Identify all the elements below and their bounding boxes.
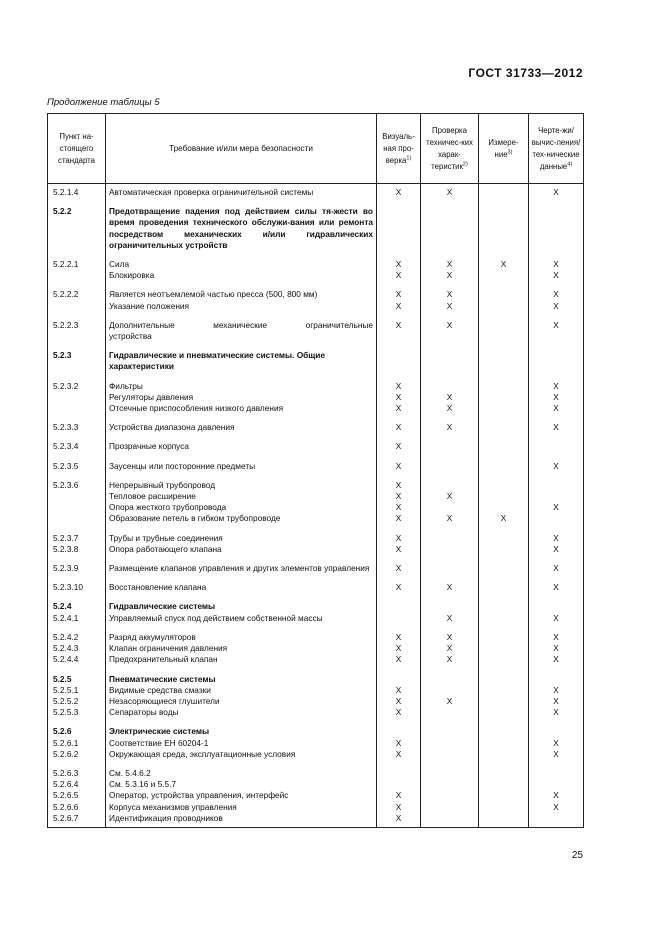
requirement-cell: Гидравлические и пневматические системы. Общие характеристики [106,342,377,372]
drawings-mark: X [529,251,584,270]
technical-check-mark: X [421,281,479,300]
requirement-cell: Указание положения [106,301,377,312]
technical-check-mark: X [421,696,479,707]
header-requirement: Требование и/или мера безопасности [106,114,377,184]
table-row [48,491,584,502]
table-row [48,666,584,685]
table-row [48,301,584,312]
visual-check-mark: X [377,301,421,312]
drawings-mark [529,666,584,685]
clause-cell: 5.2.3.10 [48,574,106,593]
drawings-mark: X [529,685,584,696]
drawings-mark: X [529,502,584,513]
technical-check-mark: X [421,403,479,414]
clause-cell: 5.2.3.6 [48,472,106,491]
table-header-row [48,114,584,184]
drawings-mark: X [529,749,584,760]
visual-check-mark: X [377,813,421,828]
measurement-mark [479,301,529,312]
drawings-mark [529,472,584,491]
clause-cell: 5.2.5.2 [48,696,106,707]
visual-check-mark [377,613,421,624]
measurement-mark [479,613,529,624]
drawings-mark: X [529,707,584,718]
clause-cell: 5.2.3.2 [48,373,106,392]
requirement-cell: Соответствие ЕН 60204-1 [106,738,377,749]
clause-cell: 5.2.6.1 [48,738,106,749]
clause-cell: 5.2.4.1 [48,613,106,624]
clause-cell: 5.2.3.8 [48,544,106,555]
requirement-cell: Гидравлические системы [106,593,377,612]
requirement-cell: Видимые средства смазки [106,685,377,696]
technical-check-mark [421,502,479,513]
technical-check-mark [421,593,479,612]
technical-check-mark [421,453,479,472]
clause-cell: 5.2.3.7 [48,525,106,544]
table-row [48,312,584,342]
measurement-mark [479,198,529,251]
measurement-mark [479,414,529,433]
visual-check-mark: X [377,696,421,707]
table-row [48,574,584,593]
requirement-cell: Прозрачные корпуса [106,433,377,452]
clause-cell: 5.2.5.1 [48,685,106,696]
measurement-mark [479,472,529,491]
technical-check-mark: X [421,513,479,524]
visual-check-mark: X [377,491,421,502]
technical-check-mark [421,813,479,828]
technical-check-mark [421,738,479,749]
technical-check-mark: X [421,624,479,643]
requirement-cell: Пневматические системы [106,666,377,685]
clause-cell [48,270,106,281]
table-row [48,779,584,790]
requirement-cell: Оператор, устройства управления, интерфейс [106,790,377,801]
clause-cell: 5.2.6.7 [48,813,106,828]
header-visual-check: Визуаль-ная про-верка$^{1)}$ [377,114,421,184]
clause-cell: 5.2.6.2 [48,749,106,760]
requirement-cell: Идентификация проводников [106,813,377,828]
visual-check-mark: X [377,392,421,403]
requirement-cell: Незасоряющиеся глушители [106,696,377,707]
measurement-mark [479,666,529,685]
header-technical-check: Проверка техничес-ких харак-теристик$^{2)}$ [421,114,479,184]
clause-cell: 5.2.4.3 [48,643,106,654]
measurement-mark [479,491,529,502]
header-measurement: Измере-ние$^{3)}$ [479,114,529,184]
requirement-cell: Тепловое расширение [106,491,377,502]
technical-check-mark: X [421,414,479,433]
requirement-cell [106,312,377,342]
requirement-cell: Восстановление клапана [106,574,377,593]
measurement-mark [479,525,529,544]
requirement-cell: См. 5.4.6.2 [106,760,377,779]
clause-cell [48,513,106,524]
clause-cell: 5.2.3 [48,342,106,372]
table-row [48,643,584,654]
requirement-cell: Управляемый спуск под действием собственной массы [106,613,377,624]
drawings-mark: X [529,525,584,544]
technical-check-mark: X [421,654,479,665]
technical-check-mark [421,790,479,801]
clause-cell: 5.2.2 [48,198,106,251]
table-row [48,414,584,433]
measurement-mark [479,184,529,199]
measurement-mark [479,392,529,403]
table-row [48,403,584,414]
drawings-mark: X [529,790,584,801]
clause-cell [48,491,106,502]
table-row [48,813,584,828]
table-row [48,790,584,801]
footnote-3: 3) [507,148,513,155]
drawings-mark: X [529,802,584,813]
clause-cell: 5.2.2.1 [48,251,106,270]
clause-cell: 5.2.6.3 [48,760,106,779]
requirement-cell: Корпуса механизмов управления [106,802,377,813]
visual-check-mark [377,760,421,779]
table-row [48,624,584,643]
table-caption: Продолжение таблицы 5 [47,97,160,108]
drawings-mark [529,760,584,779]
visual-check-mark: X [377,414,421,433]
measurement-mark [479,544,529,555]
measurement-mark [479,373,529,392]
requirement-cell: Фильтры [106,373,377,392]
technical-check-mark: X [421,643,479,654]
requirement-cell: Сепараторы воды [106,707,377,718]
header-drawings: Черте-жи/вычис-ления/тех-нические данные$^{4)}$ [529,114,584,184]
technical-check-mark: X [421,613,479,624]
clause-cell [48,392,106,403]
visual-check-mark: X [377,624,421,643]
measurement-mark [479,813,529,828]
table-row [48,392,584,403]
drawings-mark: X [529,613,584,624]
requirement-cell: Непрерывный трубопровод [106,472,377,491]
measurement-mark: X [479,513,529,524]
measurement-mark [479,624,529,643]
visual-check-mark: X [377,749,421,760]
visual-check-mark [377,342,421,372]
drawings-mark [529,718,584,737]
drawings-mark: X [529,574,584,593]
clause-cell: 5.2.6.4 [48,779,106,790]
drawings-mark: X [529,392,584,403]
requirement-cell: Блокировка [106,270,377,281]
drawings-mark [529,779,584,790]
requirement-cell: Размещение клапанов управления и других элементов управления [106,555,377,574]
visual-check-mark [377,779,421,790]
technical-check-mark [421,718,479,737]
technical-check-mark [421,373,479,392]
measurement-mark [479,433,529,452]
technical-check-mark [421,433,479,452]
technical-check-mark [421,525,479,544]
safety-requirements-table [47,113,584,828]
drawings-mark [529,198,584,251]
measurement-mark: X [479,251,529,270]
clause-cell: 5.2.3.5 [48,453,106,472]
table-row [48,281,584,300]
measurement-mark [479,779,529,790]
visual-check-mark [377,593,421,612]
table-row [48,696,584,707]
technical-check-mark: X [421,270,479,281]
technical-check-mark [421,555,479,574]
drawings-mark [529,491,584,502]
measurement-mark [479,593,529,612]
clause-cell: 5.2.4.2 [48,624,106,643]
drawings-mark: X [529,624,584,643]
table-row [48,555,584,574]
drawings-mark: X [529,414,584,433]
visual-check-mark: X [377,472,421,491]
requirement-line: устройства [109,331,152,342]
visual-check-mark: X [377,453,421,472]
measurement-mark [479,654,529,665]
visual-check-mark: X [377,251,421,270]
table-row [48,472,584,491]
technical-check-mark [421,198,479,251]
technical-check-mark: X [421,491,479,502]
measurement-mark [479,502,529,513]
drawings-mark: X [529,696,584,707]
visual-check-mark: X [377,574,421,593]
clause-cell: 5.2.6.5 [48,790,106,801]
requirement-cell: Сила [106,251,377,270]
technical-check-mark [421,749,479,760]
requirement-cell: Отсечные приспособления низкого давления [106,403,377,414]
drawings-mark: X [529,403,584,414]
table-row [48,251,584,270]
visual-check-mark: X [377,525,421,544]
requirement-cell: Опора работающего клапана [106,544,377,555]
visual-check-mark [377,666,421,685]
drawings-mark: X [529,373,584,392]
measurement-mark [479,281,529,300]
footnote-2: 2) [462,160,468,167]
measurement-mark [479,270,529,281]
requirement-cell: Заусенцы или посторонние предметы [106,453,377,472]
table-row [48,453,584,472]
table-row [48,718,584,737]
visual-check-mark: X [377,513,421,524]
visual-check-mark: X [377,544,421,555]
clause-cell: 5.2.6 [48,718,106,737]
table-row [48,525,584,544]
requirement-cell: Образование петель в гибком трубопроводе [106,513,377,524]
table-row [48,184,584,199]
measurement-mark [479,312,529,342]
clause-cell: 5.2.6.6 [48,802,106,813]
measurement-mark [479,453,529,472]
requirement-cell: Предотвращение падения под действием силы тя-жести во время проведения технического обслужи-вания или ремонта посредством механических и/или гидравлических ограничительных устройств [106,198,377,251]
table-row [48,593,584,612]
requirement-cell: Электрические системы [106,718,377,737]
drawings-mark: X [529,544,584,555]
drawings-mark: X [529,555,584,574]
drawings-mark [529,593,584,612]
visual-check-mark [377,718,421,737]
clause-cell [48,502,106,513]
measurement-mark [479,696,529,707]
table-row [48,685,584,696]
clause-cell: 5.2.4.4 [48,654,106,665]
visual-check-mark: X [377,312,421,342]
requirement-cell: Опора жесткого трубопровода [106,502,377,513]
drawings-mark: X [529,654,584,665]
clause-cell: 5.2.2.3 [48,312,106,342]
technical-check-mark [421,685,479,696]
table-row [48,749,584,760]
measurement-mark [479,718,529,737]
drawings-mark: X [529,643,584,654]
table-body [48,184,584,828]
visual-check-mark: X [377,555,421,574]
measurement-mark [479,555,529,574]
technical-check-mark: X [421,251,479,270]
visual-check-mark: X [377,502,421,513]
table-row [48,654,584,665]
clause-cell: 5.2.5.3 [48,707,106,718]
clause-cell: 5.2.4 [48,593,106,612]
visual-check-mark: X [377,738,421,749]
visual-check-mark: X [377,281,421,300]
visual-check-mark: X [377,802,421,813]
requirement-cell: Окружающая среда, эксплуатационные условия [106,749,377,760]
table-row [48,198,584,251]
requirement-cell: Является неотъемлемой частью пресса (500, 800 мм) [106,281,377,300]
table-row [48,544,584,555]
technical-check-mark [421,472,479,491]
visual-check-mark: X [377,373,421,392]
header-clause: Пункт на-стоящего стандарта [48,114,106,184]
requirement-cell: Трубы и трубные соединения [106,525,377,544]
visual-check-mark [377,198,421,251]
table-row [48,270,584,281]
requirement-cell: См. 5.3.16 и 5.5.7 [106,779,377,790]
measurement-mark [479,738,529,749]
table-row [48,373,584,392]
table-row [48,802,584,813]
clause-cell: 5.2.3.3 [48,414,106,433]
table-row [48,502,584,513]
clause-cell [48,403,106,414]
drawings-mark: X [529,184,584,199]
clause-cell: 5.2.2.2 [48,281,106,300]
drawings-mark [529,513,584,524]
drawings-mark: X [529,453,584,472]
measurement-mark [479,403,529,414]
visual-check-mark: X [377,685,421,696]
clause-cell [48,301,106,312]
visual-check-mark: X [377,643,421,654]
requirement-line: Дополнительные механические ограничительные [109,319,373,330]
drawings-mark: X [529,281,584,300]
technical-check-mark: X [421,312,479,342]
table-row [48,513,584,524]
measurement-mark [479,643,529,654]
measurement-mark [479,802,529,813]
measurement-mark [479,707,529,718]
clause-cell: 5.2.3.9 [48,555,106,574]
technical-check-mark [421,707,479,718]
technical-check-mark: X [421,184,479,199]
technical-check-mark: X [421,574,479,593]
measurement-mark [479,790,529,801]
requirement-cell: Разряд аккумуляторов [106,624,377,643]
requirement-cell: Автоматическая проверка ограничительной системы [106,184,377,199]
measurement-mark [479,342,529,372]
requirement-cell: Устройства диапазона давления [106,414,377,433]
drawings-mark [529,813,584,828]
technical-check-mark [421,666,479,685]
visual-check-mark: X [377,707,421,718]
requirement-cell: Клапан ограничения давления [106,643,377,654]
requirement-cell: Регуляторы давления [106,392,377,403]
table-row [48,760,584,779]
footnote-4: 4) [567,160,573,167]
table-row [48,707,584,718]
measurement-mark [479,749,529,760]
clause-cell: 5.2.3.4 [48,433,106,452]
technical-check-mark: X [421,301,479,312]
drawings-mark [529,342,584,372]
visual-check-mark: X [377,654,421,665]
requirement-cell: Предохранительный клапан [106,654,377,665]
technical-check-mark [421,779,479,790]
technical-check-mark [421,802,479,813]
measurement-mark [479,760,529,779]
table-row [48,433,584,452]
table-row [48,613,584,624]
drawings-mark: X [529,270,584,281]
footnote-1: 1) [406,154,412,161]
page-number: 25 [571,850,583,861]
visual-check-mark: X [377,790,421,801]
measurement-mark [479,685,529,696]
technical-check-mark [421,544,479,555]
visual-check-mark: X [377,433,421,452]
visual-check-mark: X [377,403,421,414]
document-code: ГОСТ 31733—2012 [468,66,583,80]
technical-check-mark [421,760,479,779]
drawings-mark [529,433,584,452]
technical-check-mark: X [421,392,479,403]
visual-check-mark: X [377,184,421,199]
clause-cell: 5.2.1.4 [48,184,106,199]
visual-check-mark: X [377,270,421,281]
clause-cell: 5.2.5 [48,666,106,685]
table-row [48,342,584,372]
drawings-mark: X [529,738,584,749]
drawings-mark: X [529,312,584,342]
table-row [48,738,584,749]
drawings-mark: X [529,301,584,312]
measurement-mark [479,574,529,593]
technical-check-mark [421,342,479,372]
